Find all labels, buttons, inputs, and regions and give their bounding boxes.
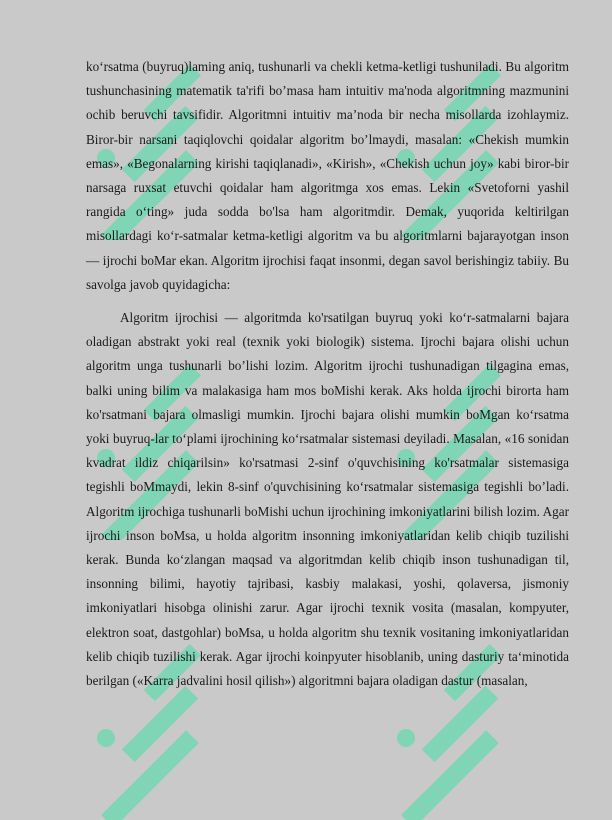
document-page	[86, 55, 569, 693]
paragraph-algorithm-executor: Algoritm ijrochisi — algoritmda ko'rsatilgan buyruq yoki ko‘r-satmalarni bajara oladigan abstrakt yoki real (texnik yoki biologik) sistema. Ijrochi bajara olishi uchun algoritm unga tushunarli bo’lishi lozim. Algoritm ijrochi tushunadigan tilgagina emas, balki uning bilim va malakasiga ham mos boMishi kerak. Aks holda ijrochi birorta ham ko'rsatmani bajara olmasligi mumkin. Ijrochi bajara olishi mumkin boMgan ko‘rsatma yoki buyruq-lar to‘plami ijrochining ko‘rsatmalar sistemasi deyiladi. Masalan, «16 sonidan kvadrat ildiz chiqarilsin» ko'rsatmasi 2-sinf o'quvchisining ko'rsatmalar sistemasiga tegishli boMmaydi, lekin 8-sinf o'quvchisining ko‘rsatmalar sistemasiga tegishli bo’ladi. Algoritm ijrochiga tushunarli boMishi uchun ijrochining imkoniyatlarini bilish lozim. Agar ijrochi inson boMsa, u holda algoritm insonning imkoniyatlaridan kelib chiqib tuzilishi kerak. Bunda ko‘zlangan maqsad va algoritmdan kelib chiqib inson tushunadigan til, insonning bilimi, hayotiy tajribasi, kasbiy malakasi, yoshi, qolaversa, jismoniy imkoniyatlari hisobga olinishi zarur. Agar ijrochi texnik vosita (masalan, kompyuter, elektron soat, dastgohlar) boMsa, u holda algoritm shu texnik vositaning imkoniyatlaridan kelib chiqib tuzilishi kerak. Agar ijrochi koinpyuter hisoblanib, uning dasturiy ta‘minotida berilgan («Karra jadvalini hosil qilish») algoritmni bajara oladigan dastur (masalan,	[86, 310, 569, 689]
paragraph-algorithm-definition: ko‘rsatma (buyruq)laming aniq, tushunarli va chekli ketma-ketligi tushuniladi. Bu algoritm tushunchasining matematik ta'rifi bo’masa ham intuitiv ma'noda algoritmning mazmunini ochib beruvchi tavsifidir. Algoritmni intuitiv ma’noda bir necha misollarda izohlaymiz. Biror-bir narsani taqiqlovchi qoidalar algoritm bo’lmaydi, masalan: «Chekish mumkin emas», «Begonalarning kirishi taqiqlanadi», «Kirish», «Chekish uchun joy» kabi biror-bir narsaga ruxsat etuvchi qoidalar ham algoritmga xos emas. Lekin «Svetoforni yashil rangida o‘ting» juda sodda bo'lsa ham algoritmdir. Demak, yuqorida keltirilgan misollardagi ko‘r-satmalar ketma-ketligi algoritm va bu algoritmlarni bajarayotgan inson — ijrochi boMar ekan. Algoritm ijrochisi faqat insonmi, degan savol berishingiz tabiiy. Bu savolga javob quyidagicha:	[86, 59, 569, 292]
